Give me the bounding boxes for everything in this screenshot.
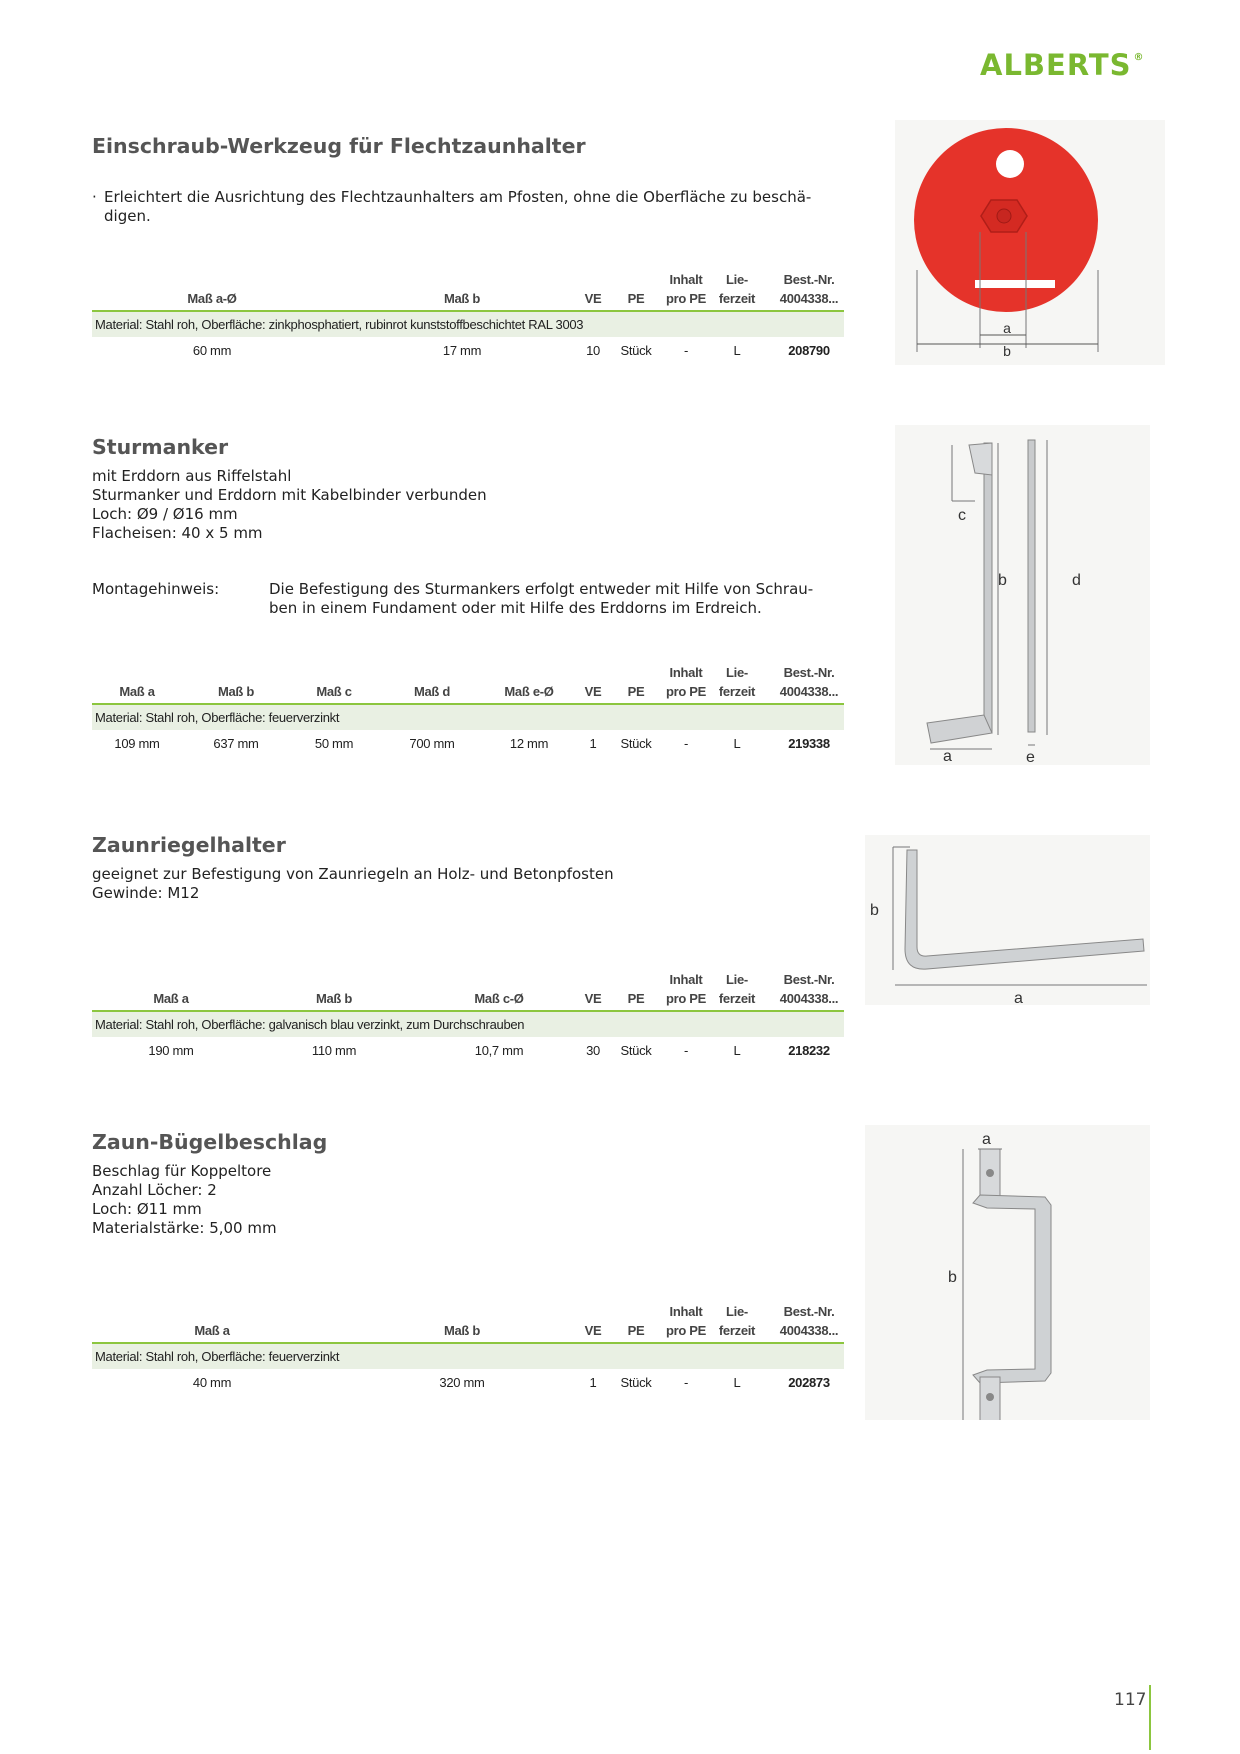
cell-ve: 30	[586, 1043, 600, 1058]
col-header-mass-b: Maß b	[217, 684, 255, 699]
col-header-pe: PE	[627, 684, 645, 699]
product-image-sturmanker	[895, 425, 1150, 765]
product-title: Einschraub-Werkzeug für Flechtzaunhalter	[92, 134, 586, 158]
product-image-zaun-buegelbeschlag	[865, 1125, 1150, 1420]
cell-mass-a: 60 mm	[192, 343, 232, 358]
col-header-best-nr: Best.-Nr. 4004338...	[779, 665, 839, 699]
dim-label-a: a	[982, 1131, 991, 1148]
col-header-lieferzeit: Lie- ferzeit	[718, 972, 756, 1006]
col-header-lieferzeit: Lie- ferzeit	[718, 1304, 756, 1338]
zaunriegelhalter-drawing	[865, 835, 1150, 1005]
cell-mass-a: 40 mm	[192, 1375, 232, 1390]
cell-mass-b: 110 mm	[311, 1043, 357, 1058]
col-header-mass-e: Maß e-Ø	[504, 684, 554, 699]
cell-lieferzeit: L	[733, 736, 741, 751]
product-image-zaunriegelhalter	[865, 835, 1150, 1005]
table-row	[92, 1037, 844, 1065]
col-header-ve: VE	[584, 991, 602, 1006]
col-header-pe: PE	[627, 291, 645, 306]
cell-inhalt: -	[683, 1043, 689, 1058]
description-line: Gewinde: M12	[92, 884, 200, 902]
col-header-lieferzeit: Lie- ferzeit	[718, 665, 756, 699]
brand-name: ALBERTS	[980, 48, 1132, 82]
col-header-best-nr: Best.-Nr. 4004338...	[779, 272, 839, 306]
product-table	[92, 970, 844, 1065]
brand-logo	[980, 48, 1145, 82]
col-header-ve: VE	[584, 1323, 602, 1338]
page-number: 117	[1114, 1690, 1147, 1710]
cell-lieferzeit: L	[733, 1043, 741, 1058]
dim-label-b: b	[870, 902, 879, 919]
dim-label-b: b	[948, 1269, 957, 1286]
description-line: Flacheisen: 40 x 5 mm	[92, 524, 263, 542]
col-header-inhalt: Inhalt pro PE	[665, 272, 707, 306]
cell-mass-d: 700 mm	[409, 736, 455, 751]
table-row	[92, 337, 844, 365]
buegelbeschlag-drawing	[865, 1125, 1150, 1420]
col-header-ve: VE	[584, 291, 602, 306]
material-row: Material: Stahl roh, Oberfläche: feuerverzinkt	[92, 1342, 844, 1369]
product-table	[92, 663, 844, 758]
col-header-mass-b: Maß b	[315, 991, 353, 1006]
cell-mass-b: 17 mm	[442, 343, 482, 358]
col-header-mass-a: Maß a	[153, 991, 189, 1006]
product-table	[92, 1302, 844, 1397]
col-header-mass-b: Maß b	[443, 291, 481, 306]
product-title: Zaunriegelhalter	[92, 833, 286, 857]
col-header-mass-d: Maß d	[413, 684, 451, 699]
cell-mass-b: 637 mm	[213, 736, 259, 751]
hint-line: ben in einem Fundament oder mit Hilfe des Erddorns im Erdreich.	[269, 599, 762, 617]
cell-ve: 1	[589, 1375, 597, 1390]
product-title: Sturmanker	[92, 435, 229, 459]
product-description	[92, 1162, 277, 1238]
table-row	[92, 1369, 844, 1397]
cell-best-nr: 218232	[788, 1043, 830, 1058]
col-header-lieferzeit: Lie- ferzeit	[718, 272, 756, 306]
hint-text	[269, 580, 813, 618]
bullet-line: digen.	[104, 207, 151, 225]
cell-mass-e: 12 mm	[509, 736, 549, 751]
dim-label-a: a	[943, 748, 952, 765]
table-header	[92, 1302, 844, 1342]
col-header-inhalt: Inhalt pro PE	[665, 972, 707, 1006]
cell-lieferzeit: L	[733, 1375, 741, 1390]
table-header	[92, 663, 844, 703]
col-header-pe: PE	[627, 1323, 645, 1338]
description-line: Sturmanker und Erddorn mit Kabelbinder verbunden	[92, 486, 487, 504]
product-section-zaunriegelhalter	[92, 833, 847, 1058]
product-section-sturmanker	[92, 435, 847, 751]
cell-ve: 10	[586, 343, 600, 358]
cell-pe: Stück	[620, 736, 652, 751]
product-description	[92, 865, 614, 903]
product-table	[92, 270, 844, 365]
col-header-best-nr: Best.-Nr. 4004338...	[779, 1304, 839, 1338]
table-header	[92, 270, 844, 310]
dim-label-b: b	[1003, 343, 1011, 359]
cell-ve: 1	[589, 736, 597, 751]
cell-mass-c: 10,7 mm	[474, 1043, 524, 1058]
col-header-mass-a: Maß a	[194, 1323, 230, 1338]
cell-inhalt: -	[683, 343, 689, 358]
description-line: Anzahl Löcher: 2	[92, 1181, 217, 1199]
material-row: Material: Stahl roh, Oberfläche: galvanisch blau verzinkt, zum Durchschrauben	[92, 1010, 844, 1037]
material-row: Material: Stahl roh, Oberfläche: feuerverzinkt	[92, 703, 844, 730]
dim-label-a: a	[1003, 320, 1011, 336]
description-line: mit Erddorn aus Riffelstahl	[92, 467, 292, 485]
cell-pe: Stück	[620, 343, 652, 358]
col-header-mass-c: Maß c	[316, 684, 352, 699]
col-header-mass-b: Maß b	[443, 1323, 481, 1338]
product-section-zaun-buegelbeschlag	[92, 1130, 847, 1390]
page-number-rule	[1149, 1685, 1151, 1750]
sturmanker-drawing	[895, 425, 1150, 765]
cell-inhalt: -	[683, 1375, 689, 1390]
description-line: Beschlag für Koppeltore	[92, 1162, 272, 1180]
red-disc-tool-drawing	[895, 120, 1165, 365]
hint-label: Montagehinweis:	[92, 580, 220, 598]
feature-bullet: · Erleichtert die Ausrichtung des Flechtzaunhalters am Pfosten, ohne die Oberfläche zu beschä- digen.	[92, 188, 864, 226]
cell-pe: Stück	[620, 1375, 652, 1390]
cell-pe: Stück	[620, 1043, 652, 1058]
description-line: geeignet zur Befestigung von Zaunriegeln an Holz- und Betonpfosten	[92, 865, 614, 883]
cell-best-nr: 219338	[788, 736, 830, 751]
col-header-inhalt: Inhalt pro PE	[665, 665, 707, 699]
brand-mark: ®	[1133, 52, 1145, 63]
product-section-einschraub-werkzeug	[92, 134, 847, 358]
col-header-inhalt: Inhalt pro PE	[665, 1304, 707, 1338]
bullet-line: Erleichtert die Ausrichtung des Flechtzaunhalters am Pfosten, ohne die Oberfläche zu beschä-	[104, 188, 812, 206]
cell-mass-a: 109 mm	[114, 736, 160, 751]
description-line: Loch: Ø9 / Ø16 mm	[92, 505, 238, 523]
col-header-ve: VE	[584, 684, 602, 699]
col-header-mass-a: Maß a	[119, 684, 155, 699]
dim-label-e: e	[1026, 749, 1035, 765]
cell-mass-a: 190 mm	[148, 1043, 194, 1058]
product-title: Zaun-Bügelbeschlag	[92, 1130, 328, 1154]
cell-best-nr: 208790	[788, 343, 830, 358]
dim-label-d: d	[1072, 572, 1081, 589]
hint-line: Die Befestigung des Sturmankers erfolgt entweder mit Hilfe von Schrau-	[269, 580, 814, 598]
col-header-mass-c: Maß c-Ø	[474, 991, 524, 1006]
dim-label-b: b	[998, 572, 1007, 589]
description-line: Materialstärke: 5,00 mm	[92, 1219, 277, 1237]
col-header-pe: PE	[627, 991, 645, 1006]
product-description	[92, 467, 487, 543]
dim-label-c: c	[958, 507, 966, 524]
cell-lieferzeit: L	[733, 343, 741, 358]
col-header-mass-a: Maß a-Ø	[187, 291, 237, 306]
cell-mass-c: 50 mm	[314, 736, 354, 751]
product-image-einschraub-werkzeug	[895, 120, 1165, 365]
dim-label-a: a	[1014, 990, 1023, 1005]
material-row: Material: Stahl roh, Oberfläche: zinkphosphatiert, rubinrot kunststoffbeschichtet RAL 3003	[92, 310, 844, 337]
description-line: Loch: Ø11 mm	[92, 1200, 202, 1218]
mounting-hint	[92, 580, 852, 618]
col-header-best-nr: Best.-Nr. 4004338...	[779, 972, 839, 1006]
table-row	[92, 730, 844, 758]
cell-inhalt: -	[683, 736, 689, 751]
table-header	[92, 970, 844, 1010]
cell-mass-b: 320 mm	[439, 1375, 485, 1390]
cell-best-nr: 202873	[788, 1375, 830, 1390]
